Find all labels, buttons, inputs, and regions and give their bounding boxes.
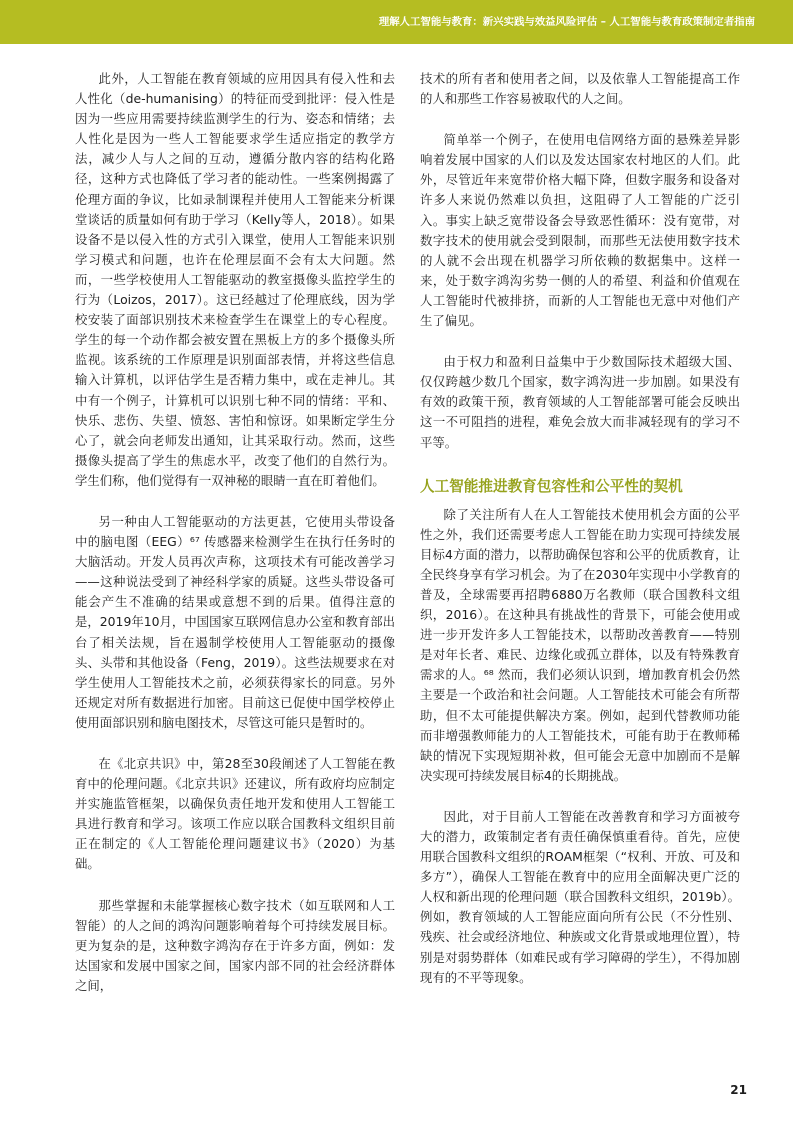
paragraph-broadband-example: 简单举一个例子，在使用电信网络方面的悬殊差异影响着发展中国家的人们以及发达国家农村地区的人们。此外，尽管近年来宽带价格大幅下降，但数字服务和设备对许多人来说仍然难以负担，这阻碍了人工智能的广泛引入。事实上缺乏宽带设备会导致恶性循环：没有宽带，对数字技术的使用就会受到限制，而那些无法使用数字技术的人就不会出现在机器学习所依赖的数据集中。这样一来，处于数字鸿沟劣势一侧的人的希望、利益和价值观在人工智能时代被排挤，而新的人工智能也无意中对他们产生了偏见。 <box>420 132 740 329</box>
section-heading: 人工智能推进教育包容性和公平性的契机 <box>420 477 683 495</box>
right-column <box>420 69 740 988</box>
paragraph-roam-framework: 因此，对于目前人工智能在改善教育和学习方面被夸大的潜力，政策制定者有责任确保慎重看待。首先，应使用联合国教科文组织的ROAM框架（“权利、开放、可及和多方”），确保人工智能在教育中的应用全面解决更广泛的人权和新出现的伦理问题（联合国教科文组织，2019b）。例如，教育领域的人工智能应面向所有公民（不分性别、残疾、社会或经济地位、种族或文化背景或地理位置），特别是对弱势群体（如难民或有学习障碍的学生），不得加剧现有的不平等现象。 <box>420 808 740 985</box>
paragraph-digital-divide: 那些掌握和未能掌握核心数字技术（如互联网和人工智能）的人之间的鸿沟问题影响着每个可持续发展目标。更为复杂的是，这种数字鸿沟存在于许多方面，例如：发达国家和发展中国家之间，国家内部不同的社会经济群体之间， <box>75 897 395 993</box>
paragraph-intrusive-ai: 此外，人工智能在教育领域的应用因具有侵入性和去人性化（de-humanising）的特征而受到批评：侵入性是因为一些应用需要持续监测学生的行为、姿态和情绪；去人性化是因为一些人工智能要求学生适应指定的教学方法，减少人与人之间的互动，遵循分散内容的结构化路径，这种方式也降低了学习者的能动性。一些案例揭露了伦理方面的争议，比如录制课程并使用人工智能来分析课堂谈话的质量如何有助于学习（Kelly等人，2018）。如果设备不是以侵入性的方式引入课堂，使用人工智能来识别学习模式和问题，也许在伦理层面不会有太大问题。然而，一些学校使用人工智能驱动的教室摄像头监控学生的行为（Loizos，2017）。这已经越过了伦理底线，因为学校安装了面部识别技术来检查学生在课堂上的专心程度。学生的每一个动作都会被安置在黑板上方的多个摄像头所监视。该系统的工作原理是识别面部表情，并将这些信息输入计算机，以评估学生是否精力集中，或在走神儿。其中有一个例子，计算机可以识别七种不同的情绪：平和、快乐、悲伤、失望、愤怒、害怕和惊讶。如果断定学生分心了，就会向老师发出通知，让其采取行动。然而，这些摄像头提高了学生的焦虑水平，改变了他们的自然行为。学生们称，他们觉得有一双神秘的眼睛一直在盯着他们。 <box>75 71 395 488</box>
paragraph-continuation: 技术的所有者和使用者之间，以及依靠人工智能提高工作的人和那些工作容易被取代的人之间。 <box>420 71 740 107</box>
paragraph-sdg4-inclusion: 除了关注所有人在人工智能技术使用机会方面的公平性之外，我们还需要考虑人工智能在助力实现可持续发展目标4方面的潜力，以帮助确保包容和公平的优质教育，让全民终身享有学习机会。为了在2030年实现中小学教育的普及，全球需要再招聘6880万名教师（联合国教科文组织，2016）。在这种具有挑战性的背景下，可能会使用或进一步开发许多人工智能技术，以帮助改善教育——特别是对年长者、难民、边缘化或孤立群体，以及有特殊教育需求的人。⁶⁸ 然而，我们必须认识到，增加教育机会仍然主要是一个政治和社会问题。人工智能技术可能会有所帮助，但不太可能提供解决方案。例如，起到代替教师功能而非增强教师能力的人工智能技术，可能有助于在教师稀缺的情况下实现短期补救，但可能会无意中加剧而不是解决实现可持续发展目标4的长期挑战。 <box>420 506 740 783</box>
paragraph-power-concentration: 由于权力和盈利日益集中于少数国际技术超级大国、仅仅跨越少数几个国家，数字鸿沟进一步加剧。如果没有有效的政策干预，教育领域的人工智能部署可能会反映出这一不可阻挡的进程，难免会放大而非减轻现有的学习不平等。 <box>420 354 740 450</box>
paragraph-beijing-consensus: 在《北京共识》中，第28至30段阐述了人工智能在教育中的伦理问题。《北京共识》还建议，所有政府均应制定并实施监管框架，以确保负责任地开发和使用人工智能工具进行教育和学习。该项工作应以联合国教科文组织目前正在制定的《人工智能伦理问题建议书》（2020）为基础。 <box>75 756 395 872</box>
page-number: 21 <box>730 1083 747 1097</box>
running-header-title: 理解人工智能与教育：新兴实践与效益风险评估 – 人工智能与教育政策制定者指南 <box>378 16 755 28</box>
paragraph-eeg-headbands: 另一种由人工智能驱动的方法更甚，它使用头带设备中的脑电图（EEG）⁶⁷ 传感器来检测学生在执行任务时的大脑活动。开发人员再次声称，这项技术有可能改善学习——这种说法受到了神经科学家的质疑。这些头带设备可能会产生不准确的结果或意想不到的后果。值得注意的是，2019年10月，中国国家互联网信息办公室和教育部出台了相关法规，旨在遏制学校使用人工智能驱动的摄像头、头带和其他设备（Feng，2019）。这些法规要求在对学生使用人工智能技术之前，必须获得家长的同意。另外还规定对所有数据进行加密。目前这已促使中国学校停止使用面部识别和脑电图技术，尽管这可能只是暂时的。 <box>75 513 395 730</box>
header-bar <box>0 0 793 44</box>
left-column <box>75 69 395 996</box>
